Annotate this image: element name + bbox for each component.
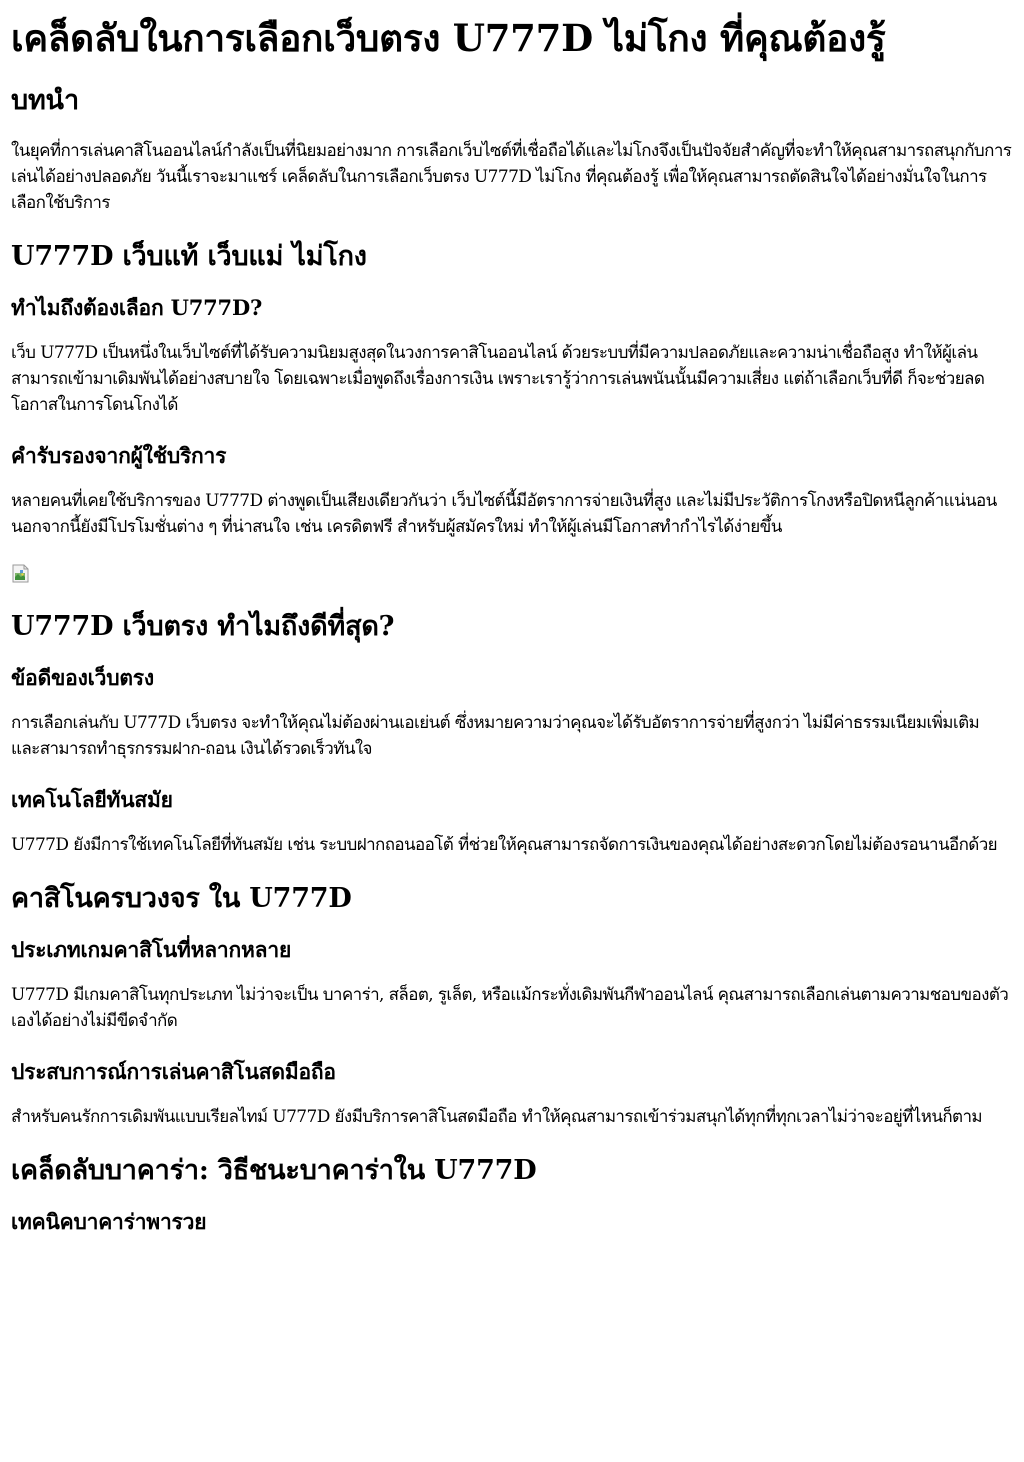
section3-sub2-paragraph: สำหรับคนรักการเดิมพันแบบเรียลไทม์ U777D ยังมีบริการคาสิโนสดมือถือ ทำให้คุณสามารถเข้าร่วมสนุกได้ทุกที่ทุกเวลาไม่ว่าจะอยู่ที่ไหนก็ตาม [11, 1107, 983, 1127]
section1-sub1-heading: ทำไมถึงต้องเลือก U777D? [11, 295, 263, 320]
intro-paragraph: ในยุคที่การเล่นคาสิโนออนไลน์กำลังเป็นที่นิยมอย่างมาก การเลือกเว็บไซต์ที่เชื่อถือได้และไม่โกงจึงเป็นปัจจัยสำคัญที่จะทำให้คุณสามารถสนุกกับการเล่นได้อย่างปลอดภัย วันนี้เราจะมาแชร์ เคล็ดลับในการเลือกเว็บตรง U777D ไม่โกง ที่คุณต้องรู้ เพื่อให้คุณสามารถตัดสินใจได้อย่างมั่นใจในการเลือกใช้บริการ [11, 141, 1012, 213]
section2-sub2-heading: เทคโนโลยีทันสมัย [11, 787, 173, 812]
section3-sub2-heading: ประสบการณ์การเล่นคาสิโนสดมือถือ [11, 1059, 336, 1084]
section2-sub1-heading: ข้อดีของเว็บตรง [11, 665, 154, 690]
section3-sub1-heading: ประเภทเกมคาสิโนที่หลากหลาย [11, 937, 292, 962]
section4-sub1-heading: เทคนิคบาคาร่าพารวย [11, 1209, 207, 1234]
page-title: เคล็ดลับในการเลือกเว็บตรง U777D ไม่โกง ที่คุณต้องรู้ [11, 16, 886, 60]
section2-sub1-paragraph: การเลือกเล่นกับ U777D เว็บตรง จะทำให้คุณไม่ต้องผ่านเอเย่นต์ ซึ่งหมายความว่าคุณจะได้รับอัตราการจ่ายที่สูงกว่า ไม่มีค่าธรรมเนียมเพิ่มเติม และสามารถทำธุรกรรมฝาก-ถอน เงินได้รวดเร็วทันใจ [11, 713, 980, 759]
section2-sub2-paragraph: U777D ยังมีการใช้เทคโนโลยีที่ทันสมัย เช่น ระบบฝากถอนออโต้ ที่ช่วยให้คุณสามารถจัดการเงินของคุณได้อย่างสะดวกโดยไม่ต้องรอนานอีกด้วย [11, 835, 998, 855]
section2-heading: U777D เว็บตรง ทำไมถึงดีที่สุด? [11, 611, 395, 642]
section4-heading: เคล็ดลับบาคาร่า: วิธีชนะบาคาร่าใน U777D [11, 1155, 537, 1186]
section1-sub2-heading: คำรับรองจากผู้ใช้บริการ [11, 443, 227, 468]
section1-sub1-paragraph: เว็บ U777D เป็นหนึ่งในเว็บไซต์ที่ได้รับความนิยมสูงสุดในวงการคาสิโนออนไลน์ ด้วยระบบที่มีความปลอดภัยและความน่าเชื่อถือสูง ทำให้ผู้เล่นสามารถเข้ามาเดิมพันได้อย่างสบายใจ โดยเฉพาะเมื่อพูดถึงเรื่องการเงิน เพราะเรารู้ว่าการเล่นพนันนั้นมีความเสี่ยง แต่ถ้าเลือกเว็บที่ดี ก็จะช่วยลดโอกาสในการโดนโกงได้ [11, 343, 985, 415]
section1-heading: U777D เว็บแท้ เว็บแม่ ไม่โกง [11, 241, 367, 272]
intro-heading: บทนำ [11, 85, 79, 116]
section1-sub2-paragraph: หลายคนที่เคยใช้บริการของ U777D ต่างพูดเป็นเสียงเดียวกันว่า เว็บไซต์นี้มีอัตราการจ่ายเงินที่สูง และไม่มีประวัติการโกงหรือปิดหนีลูกค้าแน่นอน นอกจากนี้ยังมีโปรโมชั่นต่าง ๆ ที่น่าสนใจ เช่น เครดิตฟรี สำหรับผู้สมัครใหม่ ทำให้ผู้เล่นมีโอกาสทำกำไรได้ง่ายขึ้น [11, 491, 997, 537]
broken-image-icon [11, 564, 31, 584]
article [0, 16, 1024, 1236]
section3-heading: คาสิโนครบวงจร ใน U777D [11, 883, 352, 914]
section3-sub1-paragraph: U777D มีเกมคาสิโนทุกประเภท ไม่ว่าจะเป็น บาคาร่า, สล็อต, รูเล็ต, หรือแม้กระทั่งเดิมพันกีฬาออนไลน์ คุณสามารถเลือกเล่นตามความชอบของตัวเองได้อย่างไม่มีขีดจำกัด [11, 985, 1009, 1031]
